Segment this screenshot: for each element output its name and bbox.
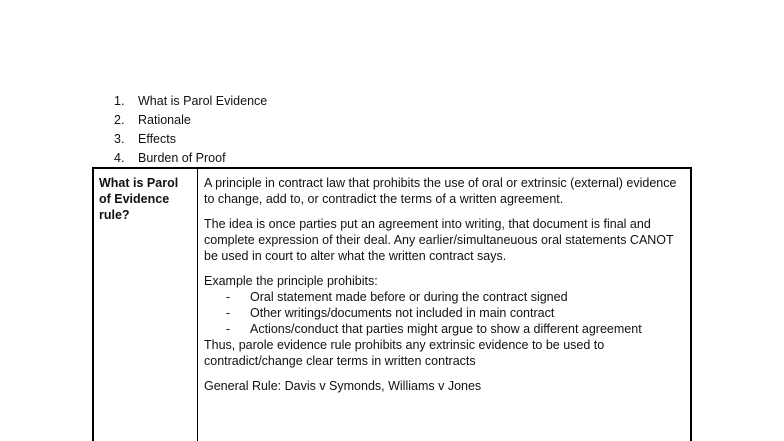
outline-text: Burden of Proof (138, 151, 226, 165)
outline-item (110, 111, 267, 130)
explanation-cell (198, 168, 692, 441)
outline-text: Rationale (138, 113, 191, 127)
example-intro: Example the principle prohibits: (204, 274, 378, 288)
outline-item (110, 92, 267, 111)
idea-text: The idea is once parties put an agreement into writing, that document is final and complete expression of their deal. Any earlier/simultaneuous oral statements CANOT be used in court to alter what the written contract says. (204, 217, 674, 263)
definition-text: A principle in contract law that prohibits the use of oral or extrinsic (external) evidence to change, add to, or contradict the terms of a written agreement. (204, 176, 677, 206)
parol-evidence-table (92, 167, 692, 441)
term-cell: What is Parol of Evidence rule? (93, 168, 198, 441)
dash-bullet-icon: - (226, 306, 231, 320)
example-list (204, 289, 684, 337)
conclusion-text: Thus, parole evidence rule prohibits any extrinsic evidence to be used to contradict/change clear terms in written contracts (204, 338, 605, 368)
example-text: Other writings/documents not included in main contract (250, 306, 555, 320)
example-item (204, 289, 684, 305)
outline-number: 1. (114, 94, 125, 108)
topic-outline-list (110, 92, 267, 168)
outline-number: 4. (114, 151, 125, 165)
table-row (93, 168, 691, 441)
example-item (204, 321, 684, 337)
example-text: Oral statement made before or during the contract signed (250, 290, 568, 304)
outline-number: 3. (114, 132, 125, 146)
outline-item (110, 130, 267, 149)
outline-text: What is Parol Evidence (138, 94, 268, 108)
general-rule-text: General Rule: Davis v Symonds, Williams v Jones (204, 379, 482, 393)
outline-text: Effects (138, 132, 176, 146)
example-item (204, 305, 684, 321)
dash-bullet-icon: - (226, 322, 231, 336)
outline-number: 2. (114, 113, 125, 127)
dash-bullet-icon: - (226, 290, 231, 304)
example-text: Actions/conduct that parties might argue to show a different agreement (250, 322, 642, 336)
outline-item (110, 149, 267, 168)
